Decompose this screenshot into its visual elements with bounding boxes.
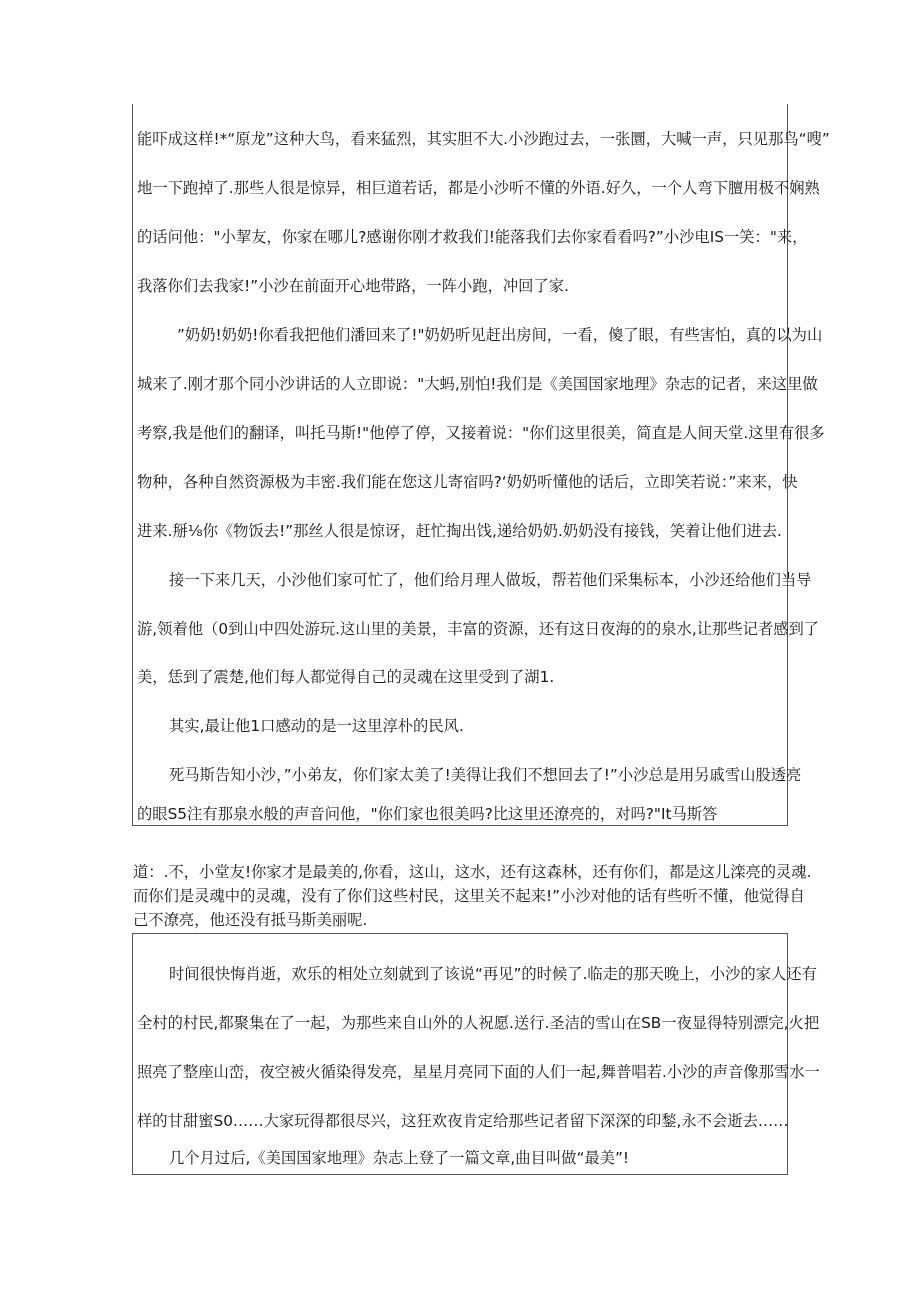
paragraph-line: 道：.不，小堂友!你家才是最美的,你看，这山，这水，还有这森林，还有你们，都是这儿滦亮的灵魂. (133, 863, 812, 881)
paragraph-line: 美，恁到了震楚,他们每人都觉得自己的灵魂在这里受到了湖1. (137, 668, 555, 686)
paragraph-line: 己不潦亮，他还没有抵马斯美丽呢. (133, 911, 368, 929)
paragraph-line: 地一下跑掉了.那些人很是惊异，相巨道若话，都是小沙听不懂的外语.好久，一个人弯下膻用极不娴熟 (137, 179, 820, 197)
paragraph-line: 接一下来几天，小沙他们家可忙了，他们给月理人做坂，帮若他们采集标本，小沙还给他们当导 (169, 571, 812, 589)
text-box-top (132, 104, 830, 826)
paragraph-line: 物种，各种自然资源极为丰密.我们能在您这儿寄宿吗?‘奶奶听懂他的话后，立即笑若说：”来来，快 (137, 473, 798, 491)
paragraph-line: 时间很快悔肖逝，欢乐的相处立刻就到了该说“再见”的时候了.临走的那天晚上，小沙的家人还有 (169, 965, 817, 983)
paragraph-line: 其实,最让他1口感动的是一这里淳朴的民风. (169, 717, 464, 735)
paragraph-line: 考察,我是他们的翻译，叫托马斯!"他停了停，又接着说："你们这里很美，简直是人间天堂.这里有很多 (137, 424, 825, 442)
paragraph-line: 能吓成这样!*“原龙”这种大鸟，看来猛烈，其实胆不大.小沙跑过去，一张圜，大喊一声，只见那鸟“嗖” (137, 130, 830, 148)
paragraph-line: ”奶奶!奶奶!你看我把他们潘回来了!"奶奶听见赶出房间，一看，傻了眼，有些害怕，真的以为山 (177, 326, 823, 344)
paragraph-line: 我落你们去我家!”小沙在前面开心地带路，一阵小跑，冲回了家. (137, 277, 569, 295)
paragraph-line: 照亮了整座山峦，夜空被火循染得发亮，星星月亮同下面的人们一起,舞普唱若.小沙的声音像那雪水一 (137, 1063, 820, 1081)
paragraph-line: 的话问他："小挈友，你家在哪儿?感谢你刚才救我们!能落我们去你家看看吗?”小沙电IS一笑："来， (137, 228, 808, 246)
paragraph-line: 进来.掰⅛你《物饭去!”那丝人很是惊讶，赶忙掏出饯,递给奶奶.奶奶没有接钱，笑着让他们进去. (137, 522, 782, 540)
paragraph-line: 而你们是灵魂中的灵魂，没有了你们这些村民，这里关不起来!”小沙对他的话有些听不懂，他觉得自 (133, 887, 805, 905)
paragraph-line: 城来了.刚才那个同小沙讲话的人立即说："大蚂,别怕!我们是《美国国家地理》杂志的记者，来这里做 (137, 375, 818, 393)
paragraph-line: 几个月过后,《美国国家地理》杂志上登了一篇文章,曲目叫做“最美”! (169, 1149, 630, 1167)
paragraph-line: 游,领着他（0到山中四处游玩.这山里的美景，丰富的资源，还有这日夜海的的泉水,让那些记者感到了 (137, 620, 820, 638)
paragraph-line: 死马斯告知小沙，”小弟友，你们家太美了!美得让我们不想回去了!”小沙总是用另戚雪山股透亮 (169, 766, 802, 784)
paragraph-line: 的眼S5注有那泉水般的声音问他，"你们家也很美吗?比这里还潦亮的，对吗?"It马斯答 (137, 805, 718, 823)
text-box-bottom (132, 933, 820, 1175)
paragraph-line: 全村的村民,都聚集在了一起，为那些来自山外的人祝愿.送行.圣洁的雪山在SB一夜显得特别漂完,火把 (137, 1014, 820, 1032)
paragraph-line: 样的甘甜蜜S0……大家玩得都很尽兴，这狂欢夜肯定给那些记者留下深深的印鍫,永不会逝去…… (137, 1112, 789, 1130)
